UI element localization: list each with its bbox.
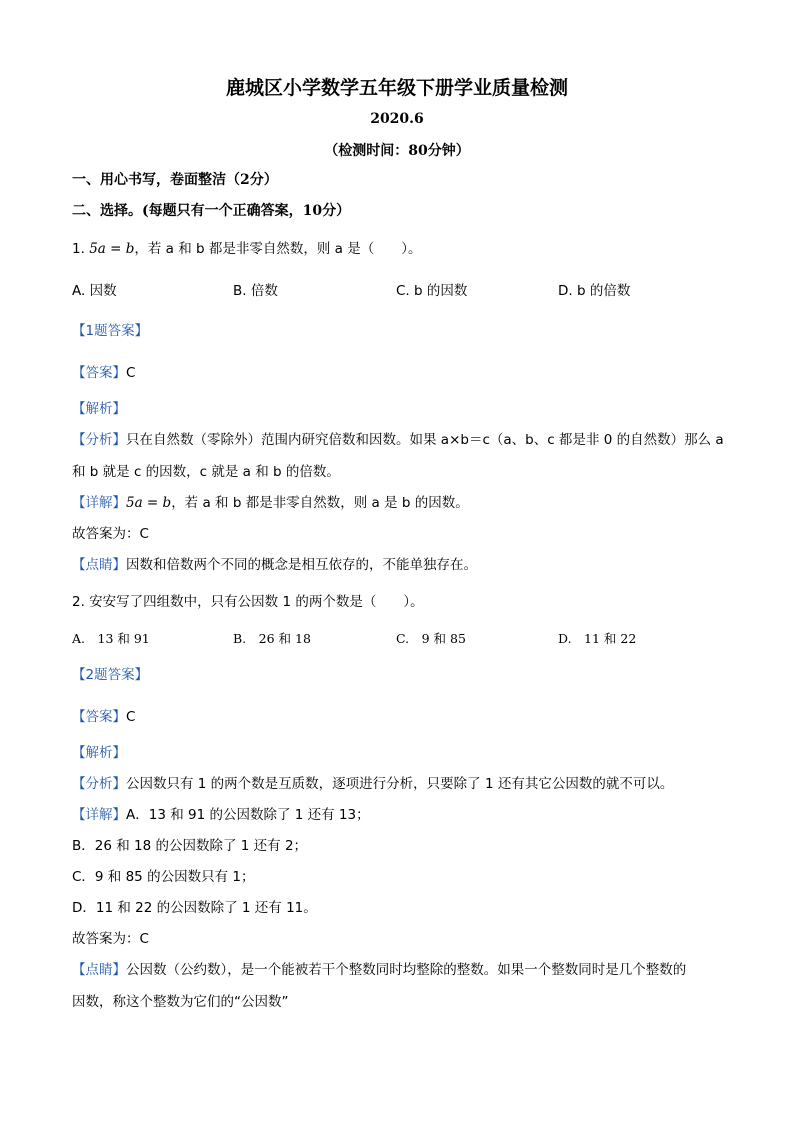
q2-conclusion: 故答案为：C xyxy=(72,931,149,947)
q2-xiangjie-a xyxy=(72,806,370,824)
q1-conclusion: 故答案为：C xyxy=(72,526,149,542)
xiangjie-tag: 【详解】 xyxy=(72,807,126,823)
fenxi-tag: 【分析】 xyxy=(72,432,126,448)
answer-value: C xyxy=(126,365,136,381)
section-heading-1: 一、用心书写，卷面整洁（2分） xyxy=(72,172,278,188)
dianjing-tag: 【点睛】 xyxy=(72,962,126,978)
q2-analysis-header: 【解析】 xyxy=(72,745,126,761)
q1-answer-header: 【1题答案】 xyxy=(72,323,149,339)
q2-fenxi xyxy=(72,775,673,793)
xiangjie-tag: 【详解】 xyxy=(72,495,126,511)
xiangjie-equation: 5a = b xyxy=(126,495,172,511)
q1-option-d: D. b 的倍数 xyxy=(558,283,631,299)
q2-dianjing-line-2: 因数，称这个整数为它们的“公因数” xyxy=(72,994,289,1010)
q1-option-c: C. b 的因数 xyxy=(396,283,468,299)
q2-answer xyxy=(72,708,135,726)
question-text: ，若 a 和 b 都是非零自然数，则 a 是（ ）。 xyxy=(134,241,422,257)
q2-option-c: C. 9 和 85 xyxy=(396,631,466,646)
q2-option-d: D. 11 和 22 xyxy=(558,631,637,646)
answer-tag: 【答案】 xyxy=(72,365,126,381)
q1-option-b: B. 倍数 xyxy=(233,283,278,299)
xiangjie-text: ，若 a 和 b 都是非零自然数，则 a 是 b 的因数。 xyxy=(171,495,469,511)
fenxi-text: 公因数只有 1 的两个数是互质数，逐项进行分析，只要除了 1 还有其它公因数的就不可以。 xyxy=(126,776,674,792)
exam-duration: （检测时间：80分钟） xyxy=(324,143,470,159)
q1-answer xyxy=(72,364,135,382)
q1-dianjing xyxy=(72,556,477,574)
q2-option-a: A. 13 和 91 xyxy=(72,631,150,646)
q2-line-b: B．26 和 18 的公因数除了 1 还有 2； xyxy=(72,838,308,854)
question-1-stem xyxy=(72,240,422,258)
xiangjie-text: A．13 和 91 的公因数除了 1 还有 13； xyxy=(126,807,370,823)
dianjing-text: 公因数（公约数），是一个能被若干个整数同时均整除的整数。如果一个整数同时是几个整数的 xyxy=(126,962,687,978)
answer-value: C xyxy=(126,709,136,725)
q1-fenxi-line-2: 和 b 就是 c 的因数，c 就是 a 和 b 的倍数。 xyxy=(72,464,340,480)
question-equation: 5a = b xyxy=(89,241,135,257)
q2-answer-header: 【2题答案】 xyxy=(72,667,149,683)
q1-analysis-header: 【解析】 xyxy=(72,401,126,417)
q1-xiangjie xyxy=(72,494,469,512)
q2-line-d: D．11 和 22 的公因数除了 1 还有 11。 xyxy=(72,900,317,916)
fenxi-tag: 【分析】 xyxy=(72,776,126,792)
answer-tag: 【答案】 xyxy=(72,709,126,725)
q2-dianjing-line-1 xyxy=(72,961,686,979)
document-title: 鹿城区小学数学五年级下册学业质量检测 xyxy=(225,77,568,99)
q1-option-a: A. 因数 xyxy=(72,283,117,299)
q1-fenxi-line-1 xyxy=(72,431,724,449)
question-2-stem: 2. 安安写了四组数中，只有公因数 1 的两个数是（ ）。 xyxy=(72,594,424,610)
question-number: 1. xyxy=(72,241,85,257)
q2-line-c: C．9 和 85 的公因数只有 1； xyxy=(72,869,255,885)
exam-date: 2020.6 xyxy=(370,111,424,127)
dianjing-tag: 【点睛】 xyxy=(72,557,126,573)
section-heading-2: 二、选择。(每题只有一个正确答案，10分） xyxy=(72,203,351,219)
dianjing-text: 因数和倍数两个不同的概念是相互依存的，不能单独存在。 xyxy=(126,557,477,573)
fenxi-text: 只在自然数（零除外）范围内研究倍数和因数。如果 a×b＝c（a、b、c 都是非 0 的自然数）那么 a xyxy=(126,432,724,448)
q2-option-b: B. 26 和 18 xyxy=(233,631,311,646)
